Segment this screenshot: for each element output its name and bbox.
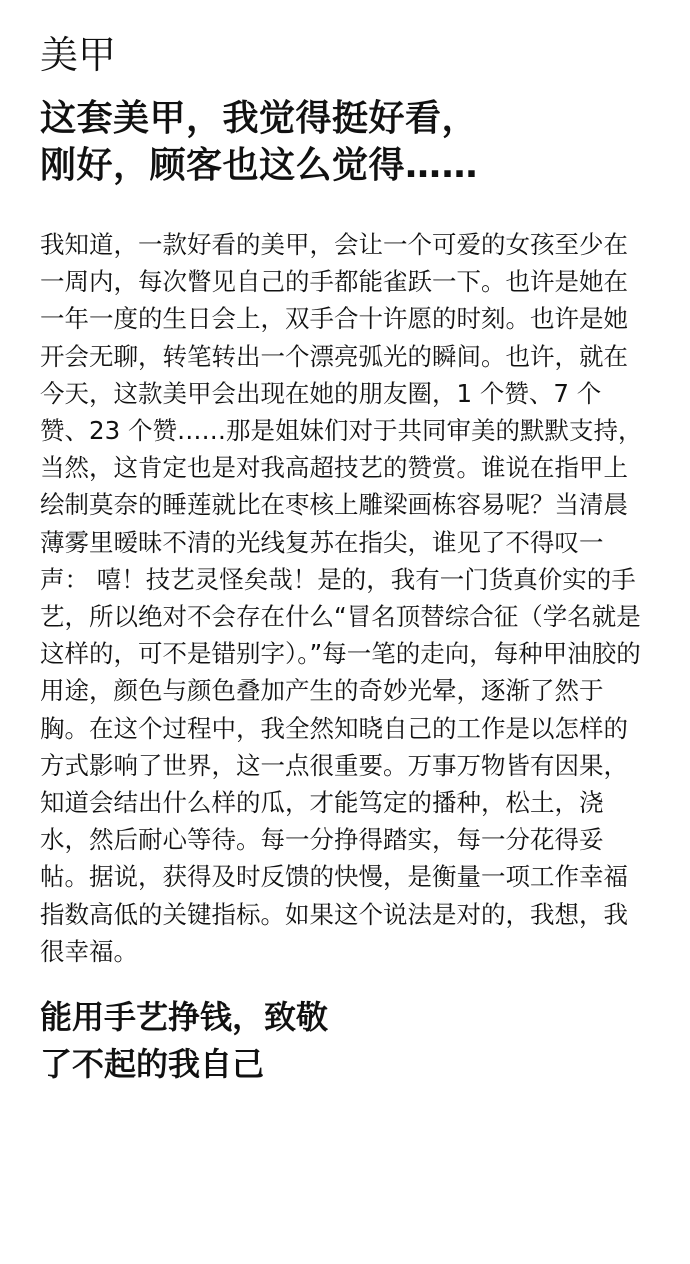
closing-line-1: 能用手艺挣钱，致敬 (40, 998, 329, 1037)
headline-line-2: 刚好，顾客也这么觉得…… (40, 145, 479, 186)
closing-line-2: 了不起的我自己 (40, 1045, 265, 1084)
headline (40, 95, 646, 189)
headline-line-1: 这套美甲，我觉得挺好看， (40, 98, 479, 139)
closing-heading (40, 994, 646, 1088)
category-label: 美甲 (40, 33, 117, 77)
body-paragraph: 我知道，一款好看的美甲，会让一个可爱的女孩至少在一周内，每次瞥见自己的手都能雀跃一下。也许是她在一年一度的生日会上，双手合十许愿的时刻。也许是她开会无聊，转笔转出一个漂亮弧光的瞬间。也许，就在今天，这款美甲会出现在她的朋友圈，1 个赞、7 个赞、23 个赞……那是姐妹们对于共同审美的默默支持，当然，这肯定也是对我高超技艺的赞赏。谁说在指甲上绘制莫奈的睡莲就比在枣核上雕梁画栋容易呢？当清晨薄雾里暧昧不清的光线复苏在指尖，谁见了不得叹一声： 嘻！技艺灵怪矣哉！是的，我有一门货真价实的手艺，所以绝对不会存在什么“冒名顶替综合征（学名就是这样的，可不是错别字）。”每一笔的走向，每种甲油胶的用途，颜色与颜色叠加产生的奇妙光晕，逐渐了然于胸。在这个过程中，我全然知晓自己的工作是以怎样的方式影响了世界，这一点很重要。万事万物皆有因果，知道会结出什么样的瓜，才能笃定的播种，松土，浇水，然后耐心等待。每一分挣得踏实，每一分花得妥帖。据说，获得及时反馈的快慢，是衡量一项工作幸福指数高低的关键指标。如果这个说法是对的，我想，我很幸福。 (40, 230, 643, 966)
